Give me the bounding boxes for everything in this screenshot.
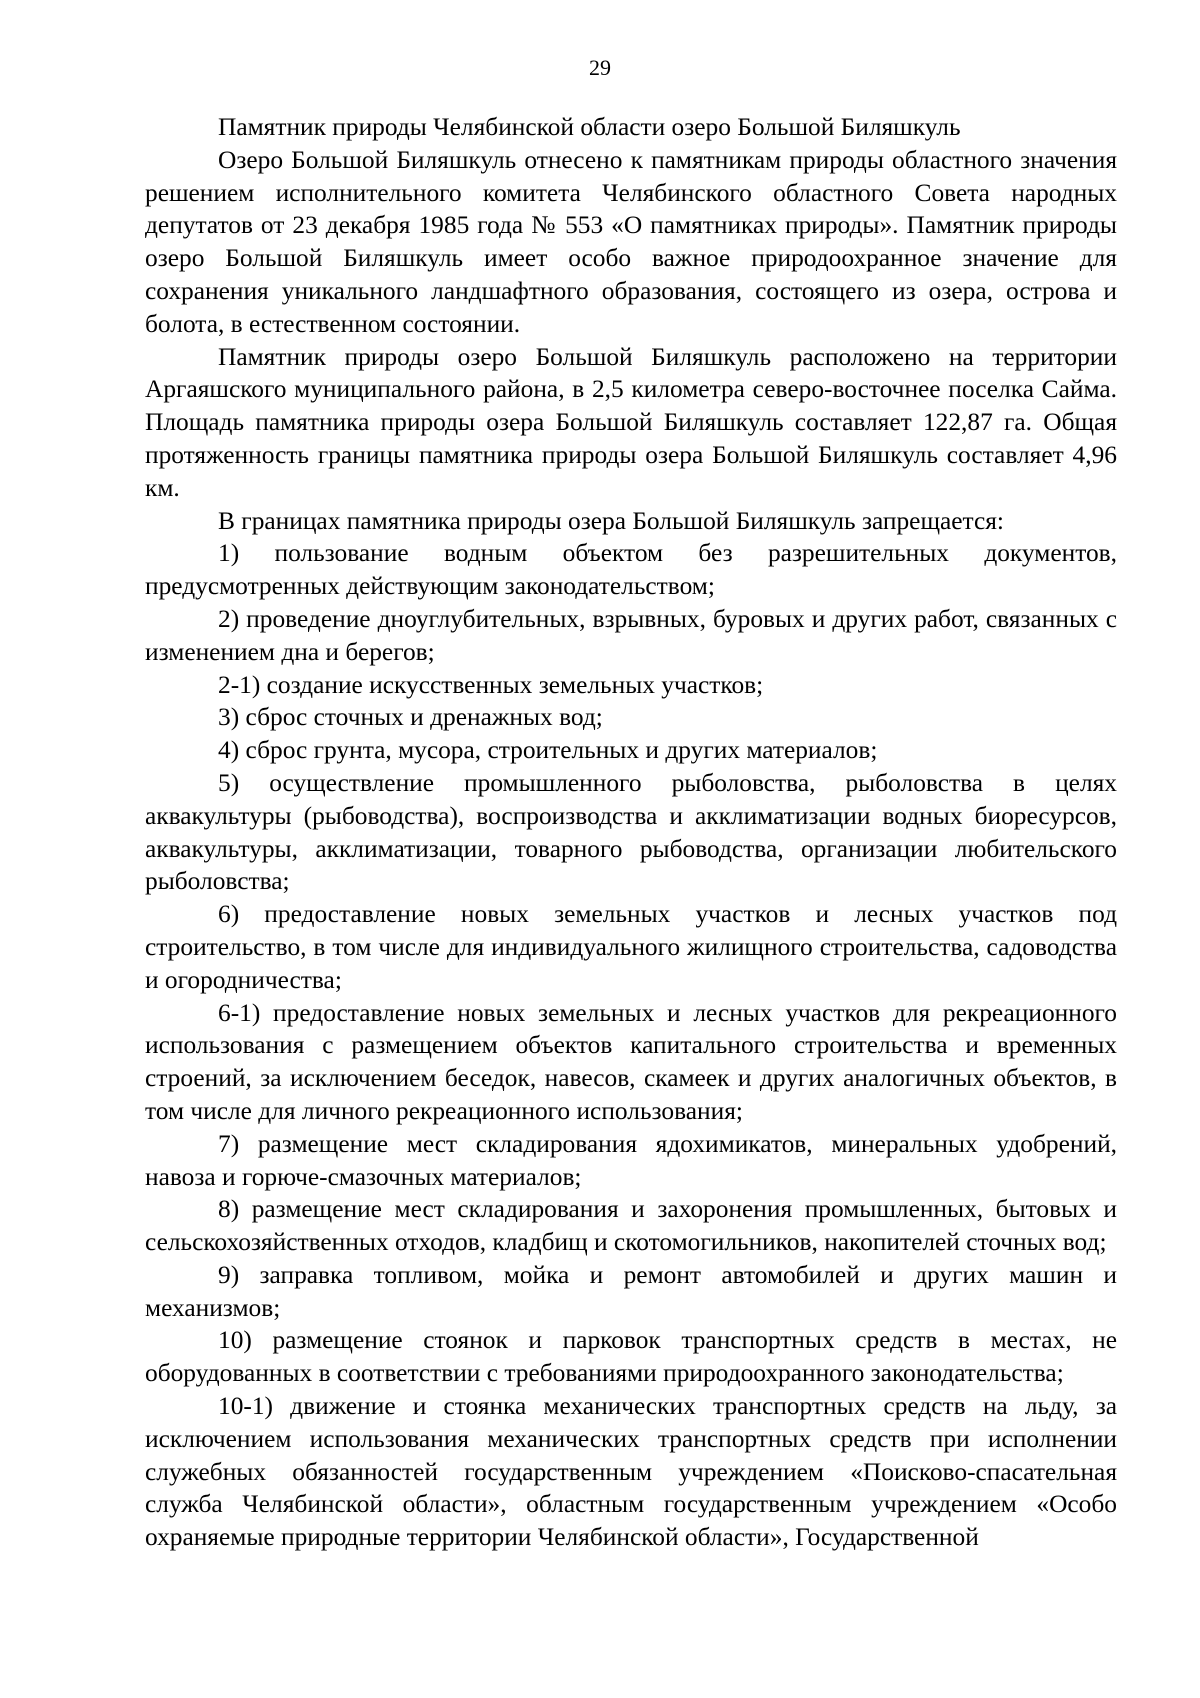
document-body [145,111,1117,1554]
list-item: 6-1) предоставление новых земельных и лесных участков для рекреационного использования с размещением объектов капитального строительства и временных строений, за исключением беседок, навесов, скамеек и других аналогичных объектов, в том числе для личного рекреационного использования; [145,998,1117,1125]
list-item: 3) сброс сточных и дренажных вод; [218,703,603,732]
list-item: 10-1) движение и стоянка механических транспортных средств на льду, за исключением использования механических транспортных средств при исполнении служебных обязанностей государственным учреждением «Поисково-спасательная служба Челябинской области», областным государственным учреждением «Особо охраняемые природные территории Челябинской области», Государственной [145,1392,1117,1552]
list-item: 6) предоставление новых земельных участков и лесных участков под строительство, в том числе для индивидуального жилищного строительства, садоводства и огородничества; [145,900,1117,994]
list-item: 10) размещение стоянок и парковок транспортных средств в местах, не оборудованных в соответствии с требованиями природоохранного законодательства; [145,1326,1117,1388]
list-item: 9) заправка топливом, мойка и ремонт автомобилей и других машин и механизмов; [145,1260,1117,1322]
paragraph-prohibitions-intro: В границах памятника природы озера Большой Биляшкуль запрещается: [218,506,1004,535]
section-heading: Памятник природы Челябинской области озеро Большой Биляшкуль [218,113,961,141]
list-item: 7) размещение мест складирования ядохимикатов, минеральных удобрений, навоза и горюче-смазочных материалов; [145,1129,1117,1191]
paragraph-status: Озеро Большой Биляшкуль отнесено к памятникам природы областного значения решением исполнительного комитета Челябинского областного Совета народных депутатов от 23 декабря 1985 года № 553 «О памятниках природы». Памятник природы озеро Большой Биляшкуль имеет особо важное природоохранное значение для сохранения уникального ландшафтного образования, состоящего из озера, острова и болота, в естественном состоянии. [145,145,1117,338]
list-item: 4) сброс грунта, мусора, строительных и других материалов; [218,736,878,765]
paragraph-location: Памятник природы озеро Большой Биляшкуль расположено на территории Аргаяшского муниципального района, в 2,5 километра северо-восточнее поселка Сайма. Площадь памятника природы озера Большой Биляшкуль составляет 122,87 га. Общая протяженность границы памятника природы озера Большой Биляшкуль составляет 4,96 км. [145,342,1117,502]
list-item: 8) размещение мест складирования и захоронения промышленных, бытовых и сельскохозяйственных отходов, кладбищ и скотомогильников, накопителей сточных вод; [145,1195,1117,1257]
list-item: 2) проведение дноуглубительных, взрывных, буровых и других работ, связанных с изменением дна и берегов; [145,604,1117,666]
list-item: 5) осуществление промышленного рыболовства, рыболовства в целях аквакультуры (рыбоводства), воспроизводства и акклиматизации водных биоресурсов, аквакультуры, акклиматизации, товарного рыбоводства, организации любительского рыболовства; [145,768,1117,896]
list-item: 2-1) создание искусственных земельных участков; [218,670,764,699]
page-number: 29 [589,55,611,80]
list-item: 1) пользование водным объектом без разрешительных документов, предусмотренных действующим законодательством; [145,539,1117,601]
